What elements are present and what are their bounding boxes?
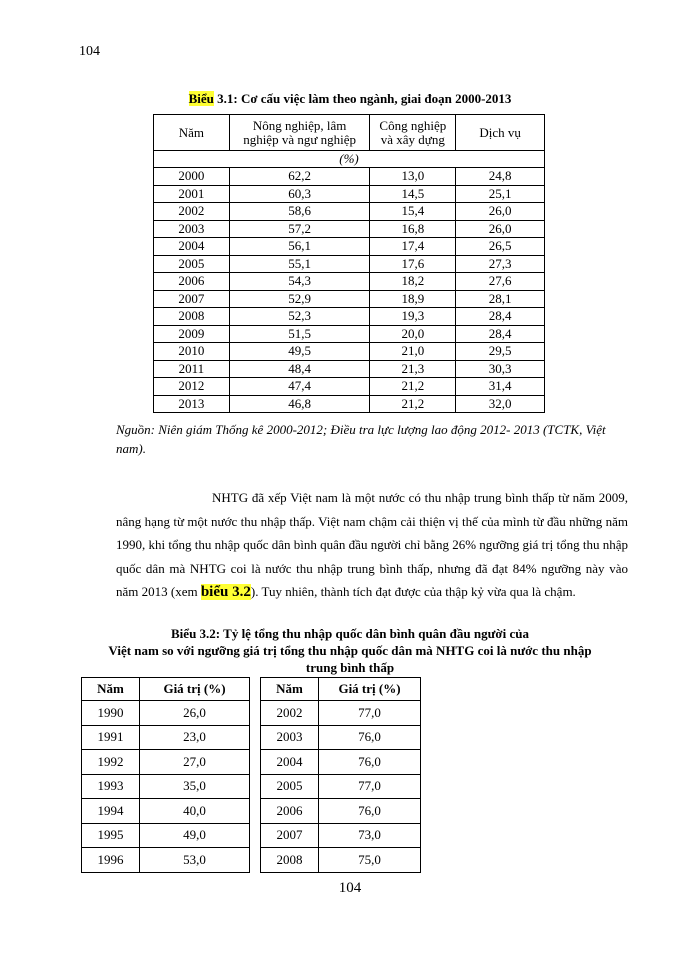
table-cell: 30,3: [456, 360, 545, 378]
table-cell: 48,4: [229, 360, 370, 378]
header-value-right: Giá trị (%): [319, 678, 421, 701]
table-cell: 2010: [154, 343, 230, 361]
table-cell: 2000: [154, 168, 230, 186]
table-row: [82, 774, 421, 799]
table-cell: 14,5: [370, 185, 456, 203]
table-cell: 23,0: [140, 725, 250, 750]
table-row: [82, 701, 421, 726]
table-cell: 26,0: [456, 203, 545, 221]
table-cell: 1993: [82, 774, 140, 799]
table-cell: 28,4: [456, 308, 545, 326]
table-cell: 29,5: [456, 343, 545, 361]
table-cell: 15,4: [370, 203, 456, 221]
table-row: [82, 848, 421, 873]
table-reference-highlight: biểu 3.2: [200, 584, 251, 600]
table-cell: 17,6: [370, 255, 456, 273]
table-cell: 2005: [261, 774, 319, 799]
table-cell: 2002: [261, 701, 319, 726]
table-cell: 17,4: [370, 238, 456, 256]
table-cell: 28,4: [456, 325, 545, 343]
table-cell: 49,5: [229, 343, 370, 361]
page-number-bottom: 104: [338, 880, 362, 896]
table-cell: 52,3: [229, 308, 370, 326]
header-agriculture: Nông nghiệp, lâm nghiệp và ngư nghiệp: [229, 115, 370, 151]
table-row: [154, 308, 545, 326]
table-cell: 47,4: [229, 378, 370, 396]
table-cell: 76,0: [319, 725, 421, 750]
table-cell: 13,0: [370, 168, 456, 186]
table-cell: 58,6: [229, 203, 370, 221]
table-cell: 77,0: [319, 701, 421, 726]
table-row: [154, 395, 545, 413]
table-row: [154, 255, 545, 273]
table-cell: 2007: [261, 823, 319, 848]
table-cell: 21,2: [370, 395, 456, 413]
table-cell: 2009: [154, 325, 230, 343]
table-row: [154, 343, 545, 361]
table-cell: 32,0: [456, 395, 545, 413]
table-cell: 27,6: [456, 273, 545, 291]
table-cell: 18,2: [370, 273, 456, 291]
gni-ratio-table: [81, 677, 421, 873]
table-row: [82, 750, 421, 775]
table-cell: 25,1: [456, 185, 545, 203]
table-cell: 31,4: [456, 378, 545, 396]
table-cell: 2012: [154, 378, 230, 396]
table-cell: 54,3: [229, 273, 370, 291]
header-value-left: Giá trị (%): [140, 678, 250, 701]
table-row: [82, 725, 421, 750]
header-industry: Công nghiệp và xây dựng: [370, 115, 456, 151]
table-cell: 56,1: [229, 238, 370, 256]
table-cell: 76,0: [319, 750, 421, 775]
table-cell: 55,1: [229, 255, 370, 273]
table-cell: 2002: [154, 203, 230, 221]
table-cell: 27,3: [456, 255, 545, 273]
table-cell: 46,8: [229, 395, 370, 413]
table-cell: 28,1: [456, 290, 545, 308]
table-cell: 40,0: [140, 799, 250, 824]
table-cell: 2013: [154, 395, 230, 413]
table2-caption: Biểu 3.2: Tỷ lệ tổng thu nhập quốc dân bình quân đầu người của Việt nam so với ngưỡng giá trị tổng thu nhập quốc dân mà NHTG coi là nước thu nhập trung bình thấp: [108, 626, 592, 675]
table-row: [154, 168, 545, 186]
source-note: Nguồn: Niên giám Thống kê 2000-2012; Điều tra lực lượng lao động 2012- 2013 (TCTK, Việt nam).: [116, 422, 606, 456]
caption-text: 3.1: Cơ cấu việc làm theo ngành, giai đoạn 2000-2013: [213, 91, 512, 106]
header-year-left: Năm: [82, 678, 140, 701]
table-cell: 2001: [154, 185, 230, 203]
table-cell: 21,2: [370, 378, 456, 396]
table-cell: 52,9: [229, 290, 370, 308]
table-cell: 57,2: [229, 220, 370, 238]
table-cell: 49,0: [140, 823, 250, 848]
table-cell: 24,8: [456, 168, 545, 186]
table-cell: 2004: [261, 750, 319, 775]
table-row: [154, 290, 545, 308]
table-cell: 73,0: [319, 823, 421, 848]
table-row: [154, 378, 545, 396]
table-cell: 2006: [154, 273, 230, 291]
table-cell: 51,5: [229, 325, 370, 343]
table-cell: 26,5: [456, 238, 545, 256]
table-cell: 2005: [154, 255, 230, 273]
table-row: [154, 220, 545, 238]
table-row: [82, 823, 421, 848]
table-cell: 27,0: [140, 750, 250, 775]
table-cell: 16,8: [370, 220, 456, 238]
table-cell: 1995: [82, 823, 140, 848]
table-cell: 2008: [261, 848, 319, 873]
table-cell: 2003: [154, 220, 230, 238]
table-cell: 1994: [82, 799, 140, 824]
caption-highlight: Biểu: [188, 91, 214, 106]
table-cell: 60,3: [229, 185, 370, 203]
unit-row: (%): [154, 151, 545, 168]
table-cell: 19,3: [370, 308, 456, 326]
table-cell: 2008: [154, 308, 230, 326]
table-row: [82, 799, 421, 824]
header-year-right: Năm: [261, 678, 319, 701]
table-cell: 18,9: [370, 290, 456, 308]
employment-structure-table: [153, 114, 545, 413]
table-cell: 1996: [82, 848, 140, 873]
table-cell: 53,0: [140, 848, 250, 873]
table-cell: 2011: [154, 360, 230, 378]
table-cell: 20,0: [370, 325, 456, 343]
table-cell: 2003: [261, 725, 319, 750]
table-row: [154, 238, 545, 256]
body-paragraph: NHTG đã xếp Việt nam là một nước có thu nhập trung bình thấp từ năm 2009, nâng hạng từ một nước thu nhập thấp. Việt nam chậm cải thiện vị thế của mình từ đầu những năm 1990, khi tổng thu nhập quốc dân bình quân đầu người chỉ bằng 26% ngưỡng giá trị tổng thu nhập quốc dân mà NHTG coi là nước thu nhập trung bình thấp, nhưng đã đạt 84% ngưỡng này vào năm 2013 (xem biểu 3.2). Tuy nhiên, thành tích đạt được của thập kỷ vừa qua là chậm.: [116, 490, 628, 600]
table-cell: 26,0: [456, 220, 545, 238]
table-cell: 35,0: [140, 774, 250, 799]
table-cell: 2004: [154, 238, 230, 256]
table-row: [154, 273, 545, 291]
table-row: [154, 185, 545, 203]
header-year: Năm: [154, 115, 230, 151]
table-row: [154, 360, 545, 378]
header-services: Dịch vụ: [456, 115, 545, 151]
table-cell: 21,0: [370, 343, 456, 361]
table-cell: 1991: [82, 725, 140, 750]
table-cell: 21,3: [370, 360, 456, 378]
table-cell: 2007: [154, 290, 230, 308]
page-number-top: 104: [79, 44, 100, 59]
table-cell: 76,0: [319, 799, 421, 824]
table1-caption: [0, 91, 700, 107]
table-row: [154, 203, 545, 221]
table-cell: 62,2: [229, 168, 370, 186]
table-cell: 1992: [82, 750, 140, 775]
table-row: [154, 325, 545, 343]
table-cell: 26,0: [140, 701, 250, 726]
table-cell: 77,0: [319, 774, 421, 799]
table-cell: 2006: [261, 799, 319, 824]
table-cell: 1990: [82, 701, 140, 726]
table-cell: 75,0: [319, 848, 421, 873]
